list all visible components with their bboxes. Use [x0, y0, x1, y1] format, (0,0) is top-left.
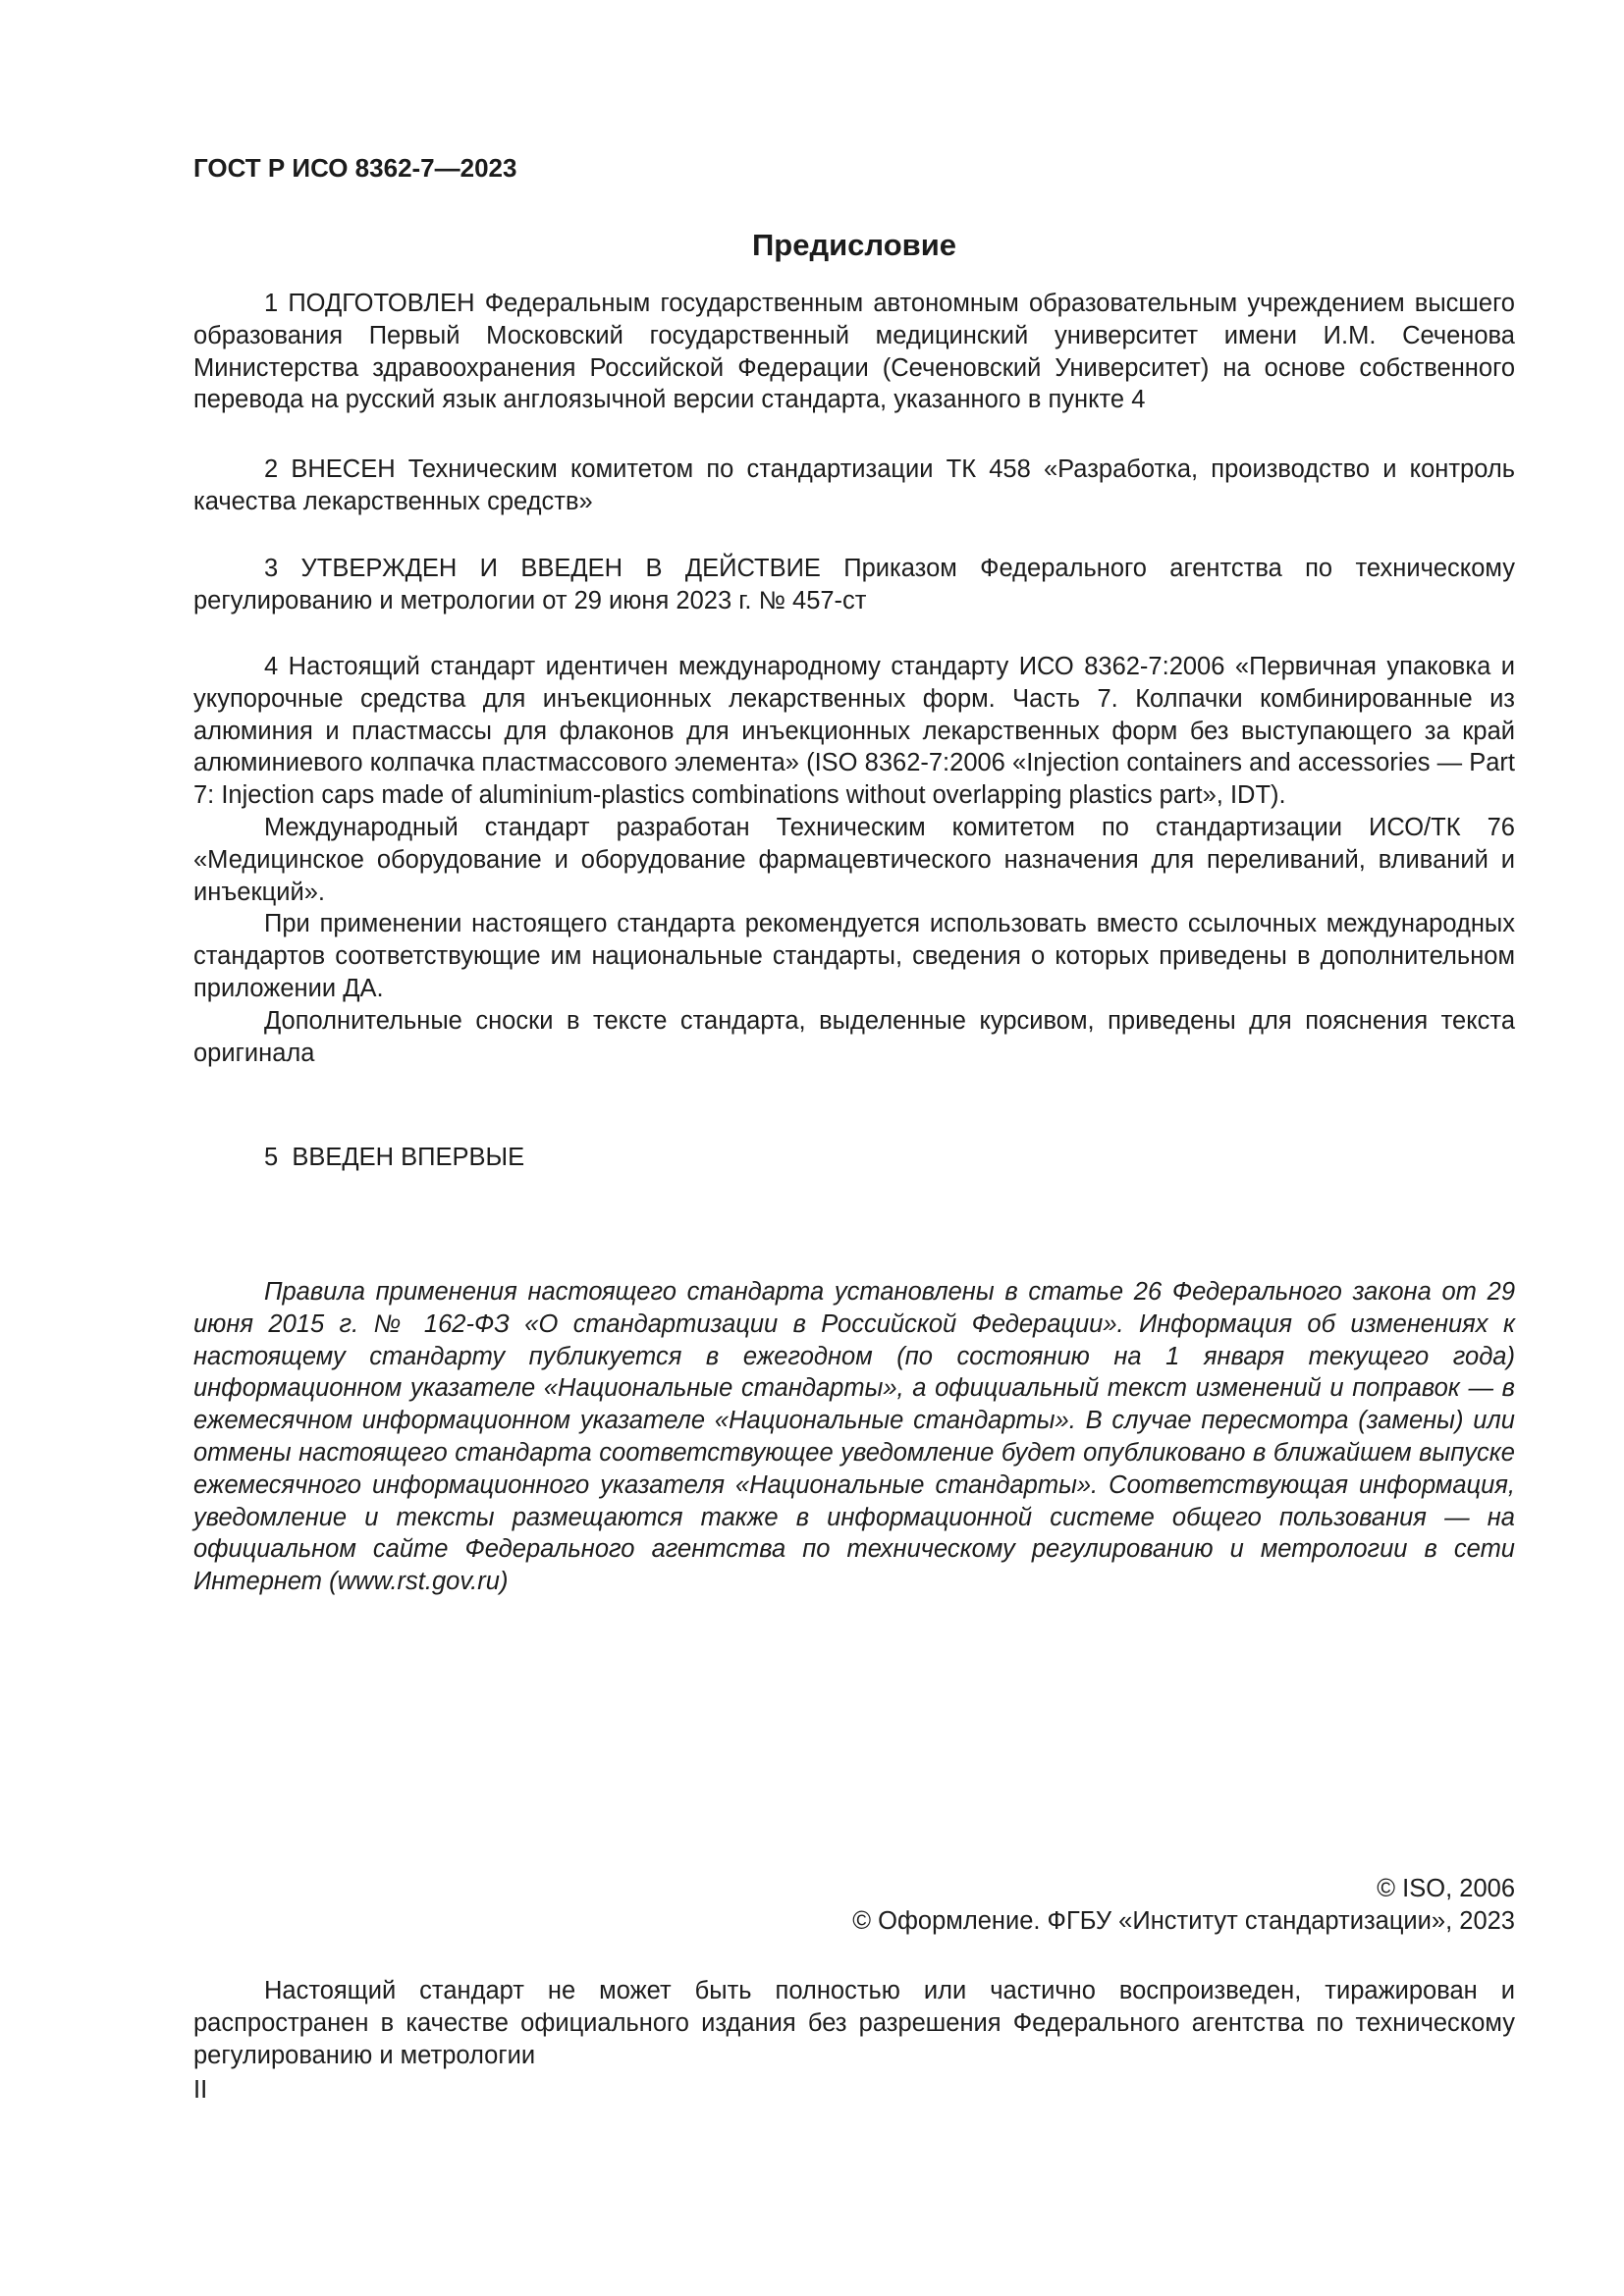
foreword-item-5 — [193, 1142, 1515, 1174]
page-number: II — [193, 2076, 208, 2104]
foreword-item-3 — [193, 553, 1515, 617]
foreword-item-4-paragraph: Международный стандарт разработан Техническим комитетом по стандартизации ИСО/ТК 76 «Медицинское оборудование и оборудование фармацевтического назначения для переливаний, вливаний и инъекций». — [193, 813, 1515, 906]
foreword-item-5-text: 5 ВВЕДЕН ВПЕРВЫЕ — [264, 1144, 525, 1171]
foreword-item-2 — [193, 454, 1515, 518]
foreword-item-3-text: 3 УТВЕРЖДЕН И ВВЕДЕН В ДЕЙСТВИЕ Приказом Федерального агентства по техническому регулированию и метрологии от 29 июня 2023 г. № 457-ст — [193, 555, 1515, 614]
copyright-block — [852, 1873, 1515, 1938]
page-title: Предисловие — [751, 228, 956, 262]
copyright-iso: © ISO, 2006 — [1377, 1875, 1515, 1902]
foreword-item-2-text: 2 ВНЕСЕН Техническим комитетом по стандартизации ТК 458 «Разработка, производство и контроль качества лекарственных средств» — [193, 455, 1515, 515]
foreword-item-4-paragraph: Дополнительные сноски в тексте стандарта, выделенные курсивом, приведены для пояснения текста оригинала — [193, 1006, 1515, 1067]
reproduction-notice — [193, 1975, 1515, 2071]
foreword-item-4-paragraph: При применении настоящего стандарта рекомендуется использовать вместо ссылочных международных стандартов соответствующие им национальные стандарты, сведения о которых приведены в дополнительном приложении ДА. — [193, 910, 1515, 1002]
document-code: ГОСТ Р ИСО 8362-7—2023 — [193, 153, 517, 183]
rules-notice — [193, 1276, 1515, 1598]
foreword-item-1-text: 1 ПОДГОТОВЛЕН Федеральным государственным автономным образовательным учреждением высшего образования Первый Московский государственный медицинский университет имени И.М. Сеченова Министерства здравоохранения Российской Федерации (Сеченовский Университет) на основе собственного перевода на русский язык англоязычной версии стандарта, указанного в пункте 4 — [193, 290, 1515, 414]
foreword-item-4-paragraph: 4 Настоящий стандарт идентичен международному стандарту ИСО 8362-7:2006 «Первичная упаковка и укупорочные средства для инъекционных лекарственных форм. Часть 7. Колпачки комбинированные из алюминия и пластмассы для флаконов для инъекционных лекарственных форм без выступающего за край алюминиевого колпачка пластмассового элемента» (ISO 8362-7:2006 «Injection containers and accessories — Part 7: Injection caps made of aluminium-plastics combinations without overlapping plastics part», IDT). — [193, 653, 1515, 810]
foreword-item-4 — [193, 651, 1515, 1069]
rules-notice-text: Правила применения настоящего стандарта установлены в статье 26 Федерального закона от 29 июня 2015 г. № 162-ФЗ «О стандартизации в Российской Федерации». Информация об изменениях к настоящему стандарту публикуется в ежегодном (по состоянию на 1 января текущего года) информационном указателе «Национальные стандарты», а официальный текст изменений и поправок — в ежемесячном информационном указателе «Национальные стандарты». В случае пересмотра (замены) или отмены настоящего стандарта соответствующее уведомление будет опубликовано в ближайшем выпуске ежемесячного информационного указателя «Национальные стандарты». Соответствующая информация, уведомление и тексты размещаются также в информационной системе общего пользования — на официальном сайте Федерального агентства по техническому регулированию и метрологии в сети Интернет (www.rst.gov.ru) — [193, 1278, 1515, 1596]
reproduction-notice-text: Настоящий стандарт не может быть полностью или частично воспроизведен, тиражирован и распространен в качестве официального издания без разрешения Федерального агентства по техническому регулированию и метрологии — [193, 1977, 1515, 2069]
foreword-item-1 — [193, 288, 1515, 416]
copyright-design: © Оформление. ФГБУ «Институт стандартизации», 2023 — [852, 1906, 1515, 1935]
